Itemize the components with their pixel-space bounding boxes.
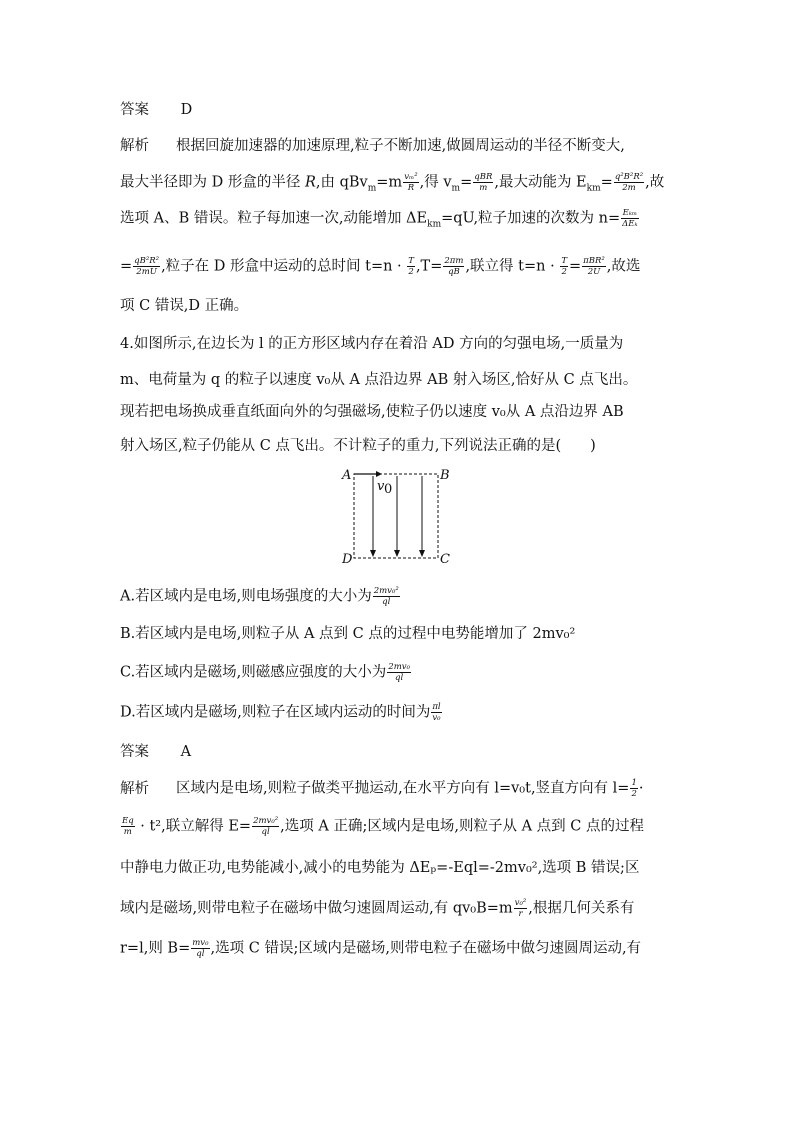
analysis-2-line-1: 解析 区域内是电场,则粒子做类平抛运动,在水平方向有 l=v₀t,竖直方向有 l= $\frac{1}{2}$ · (120, 778, 644, 799)
fraction: $\frac{\text{2mv₀²}}{ql}$ (373, 586, 399, 607)
fraction: $\frac{\text{2mv₀}}{ql}$ (388, 662, 410, 683)
fraction: $\frac{\text{2mv₀²}}{ql}$ (253, 816, 279, 837)
analysis-text: = (600, 174, 613, 191)
analysis-1-line-5 (120, 296, 680, 316)
answer-label: 答案 (120, 102, 149, 118)
label-A: A (342, 468, 352, 483)
velocity-arrowhead (376, 471, 382, 477)
analysis-2-line-3: 中静电力做正功,电势能减小,减小的电势能为 ΔEₚ=-Eql=-2mv₀²,选项 B 错误;区 (120, 860, 640, 876)
question-4-line-2: m、电荷量为 q 的粒子以速度 v₀从 A 点沿边界 AB 射入场区,恰好从 C 点飞出。 (120, 372, 638, 388)
fraction: $\frac{Eq}{m}$ (122, 816, 134, 837)
fraction: $\frac{\text{mv₀}}{ql}$ (192, 938, 209, 959)
option-c: C.若区域内是磁场,则磁感应强度的大小为 $\frac{\text{2mv₀}}{ql}$ (120, 662, 410, 683)
analysis-text: ,最大动能为 E (494, 174, 587, 191)
fraction: $\frac{\text{v₀²}}{r}$ (514, 898, 527, 919)
analysis-text: 选项 A、B 错误。粒子每加速一次,动能增加 ΔE (120, 210, 428, 227)
analysis-1-line-1 (120, 136, 680, 156)
analysis-2-line-4: 域内是磁场,则带电粒子在磁场中做匀速圆周运动,有 qv₀B=m $\frac{\text{v₀²}}{r}$ ,根据几何关系有 (120, 898, 635, 919)
analysis-1-line-4 (120, 256, 680, 277)
analysis-text: = (460, 174, 473, 191)
answer-value: D (180, 102, 193, 118)
analysis-text: 最大半径即为 D 形盒的半径 (120, 174, 305, 191)
analysis-label: 解析 (120, 780, 149, 797)
option-a: A.若区域内是电场,则电场强度的大小为 $\frac{\text{2mv₀²}}{ql}$ (120, 586, 399, 607)
fraction: $\frac{1}{2}$ (631, 778, 637, 799)
question-4-line-1: 4.如图所示,在边长为 l 的正方形区域内存在着沿 AD 方向的匀强电场,一质量为 (120, 336, 624, 352)
analysis-2-line-2: $\frac{Eq}{m}$ · t²,联立解得 E= $\frac{\text{2mv₀²}}{ql}$ ,选项 A 正确;区域内是电场,则粒子从 A 点到 C 点的过程 (122, 816, 644, 837)
subscript: m (367, 183, 377, 194)
option-d: D.若区域内是磁场,则粒子在区域内运动的时间为 $\frac{\pi l}{\text{v₀}}$ (120, 702, 441, 723)
label-v: v (377, 479, 385, 494)
fraction: $\frac{\text{qB²R²}}{2mU}$ (134, 256, 160, 277)
analysis-1-line-2 (120, 172, 680, 198)
label-v-sub: 0 (384, 482, 393, 497)
analysis-text: ,联立得 t=n · (465, 258, 560, 275)
analysis-text: ,由 qBv (315, 174, 368, 191)
analysis-text: ,得 v (419, 174, 452, 191)
fraction: $\frac{\text{q²B²R²}}{2m}$ (614, 172, 644, 193)
square-region (354, 474, 438, 558)
subscript: km (586, 183, 601, 194)
subscript: m (451, 183, 461, 194)
fraction: $\frac{T}{2}$ (561, 256, 567, 277)
fraction: $\frac{\text{qBR}}{m}$ (474, 172, 493, 193)
label-C: C (440, 552, 450, 567)
label-D: D (342, 552, 353, 567)
radius-symbol: R (304, 174, 316, 191)
analysis-text: = (569, 258, 582, 275)
fraction: $\frac{2\pi m}{qB}$ (444, 256, 464, 277)
answer-2 (120, 742, 680, 762)
analysis-text: 根据回旋加速器的加速原理,粒子不断加速,做圆周运动的半径不断变大, (176, 138, 625, 154)
question-4-line-3: 现若把电场换成垂直纸面向外的匀强磁场,使粒子仍以速度 v₀从 A 点沿边界 AB (120, 404, 624, 420)
analysis-text: =qU,粒子加速的次数为 n= (441, 210, 621, 227)
field-diagram (336, 462, 466, 568)
analysis-text: =m (376, 174, 403, 191)
analysis-text: ,T= (415, 258, 443, 275)
analysis-text: ,故选 (606, 258, 641, 275)
analysis-2-line-5: r=l,则 B= $\frac{\text{mv₀}}{ql}$ ,选项 C 错误;区域内是磁场,则带电粒子在磁场中做匀速圆周运动,有 (120, 938, 642, 959)
question-4-line-4: 射入场区,粒子仍能从 C 点飞出。不计粒子的重力,下列说法正确的是( ) (120, 438, 596, 454)
fraction: $\frac{T}{2}$ (408, 256, 414, 277)
field-arrowheads (370, 550, 425, 557)
option-b: B.若区域内是电场,则粒子从 A 点到 C 点的过程中电势能增加了 2mv₀² (120, 626, 576, 642)
analysis-text: ,故 (645, 174, 665, 191)
answer-1 (120, 100, 680, 120)
analysis-1-line-3 (120, 208, 680, 234)
fraction: $\frac{\text{πBR²}}{2U}$ (583, 256, 605, 277)
answer-label: 答案 (120, 744, 149, 760)
label-B: B (440, 468, 450, 483)
fraction: $\frac{\text{vₘ²}}{R}$ (404, 172, 418, 193)
fraction: $\frac{\pi l}{\text{v₀}}$ (432, 702, 441, 723)
analysis-text: = (120, 258, 133, 275)
analysis-text: ,粒子在 D 形盒中运动的总时间 t=n · (161, 258, 407, 275)
analysis-text: 项 C 错误,D 正确。 (120, 298, 249, 314)
subscript: km (427, 219, 442, 230)
answer-value: A (180, 744, 192, 760)
fraction: $\frac{\text{Eₖₘ}}{\text{ΔEₖ}}$ (622, 208, 638, 229)
analysis-label: 解析 (120, 138, 149, 154)
